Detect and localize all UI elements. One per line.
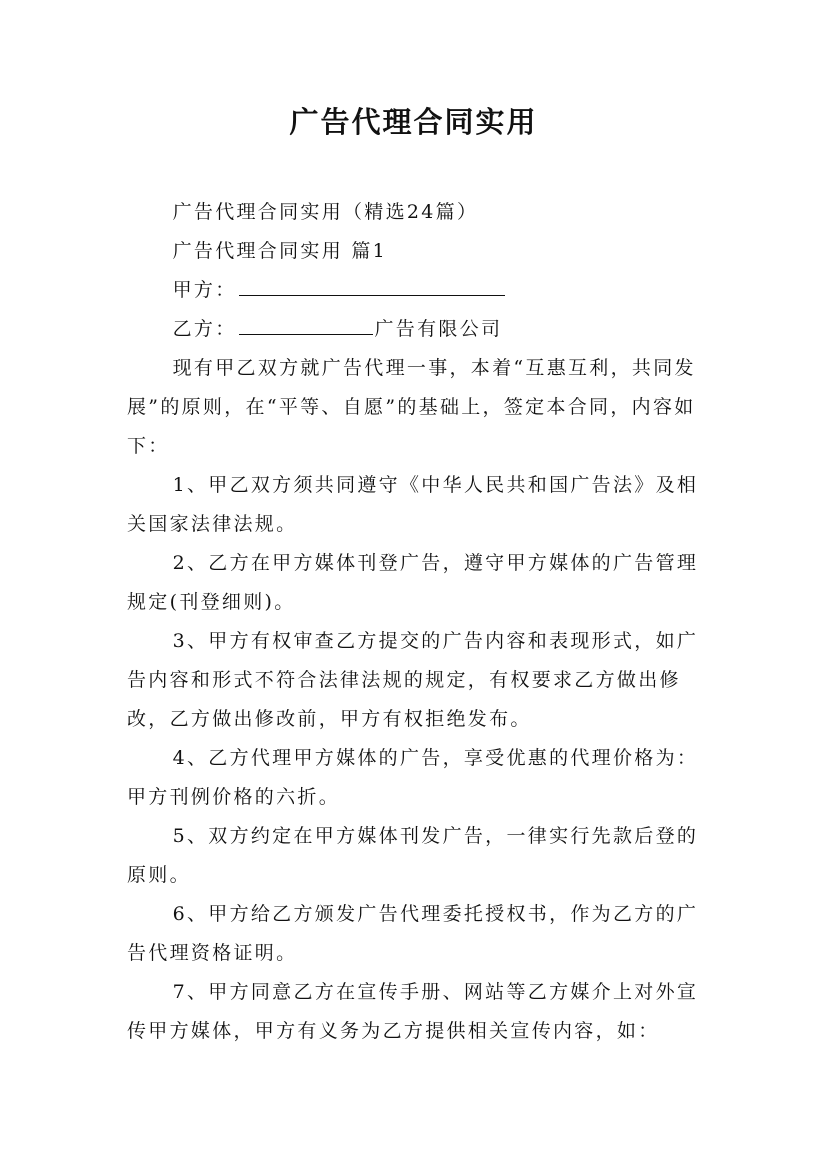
clause-2: 2、乙方在甲方媒体刊登广告，遵守甲方媒体的广告管理规定(刊登细则)。 — [127, 552, 699, 613]
paragraph-intro: 现有甲乙双方就广告代理一事，本着“互惠互利，共同发展”的原则，在“平等、自愿”的基础上，签定本合同，内容如下： — [127, 357, 696, 457]
party-b-blank — [239, 333, 373, 335]
party-b-suffix: 广告有限公司 — [374, 318, 503, 340]
clause-5: 5、双方约定在甲方媒体刊发广告，一律实行先款后登的原则。 — [127, 825, 699, 886]
clause-7: 7、甲方同意乙方在宣传手册、网站等乙方媒介上对外宣传甲方媒体，甲方有义务为乙方提供相关宣传内容，如： — [127, 981, 699, 1042]
party-b-line — [127, 310, 713, 349]
clause-4: 4、乙方代理甲方媒体的广告，享受优惠的代理价格为：甲方刊例价格的六折。 — [127, 747, 699, 808]
clause-3: 3、甲方有权审查乙方提交的广告内容和表现形式，如广告内容和形式不符合法律法规的规定，有权要求乙方做出修改，乙方做出修改前，甲方有权拒绝发布。 — [127, 630, 699, 730]
party-a-blank — [239, 294, 505, 296]
document-title: 广告代理合同实用 — [289, 105, 538, 139]
party-a-label: 甲方： — [172, 279, 237, 301]
document-subtitle: 广告代理合同实用（精选24篇） — [172, 201, 479, 223]
party-b-label: 乙方： — [172, 318, 237, 340]
document-body — [127, 193, 713, 1051]
section-heading: 广告代理合同实用 篇1 — [172, 240, 388, 262]
clause-1: 1、甲乙双方须共同遵守《中华人民共和国广告法》及相关国家法律法规。 — [127, 474, 699, 535]
clause-6: 6、甲方给乙方颁发广告代理委托授权书，作为乙方的广告代理资格证明。 — [127, 903, 699, 964]
party-a-line — [127, 271, 713, 310]
